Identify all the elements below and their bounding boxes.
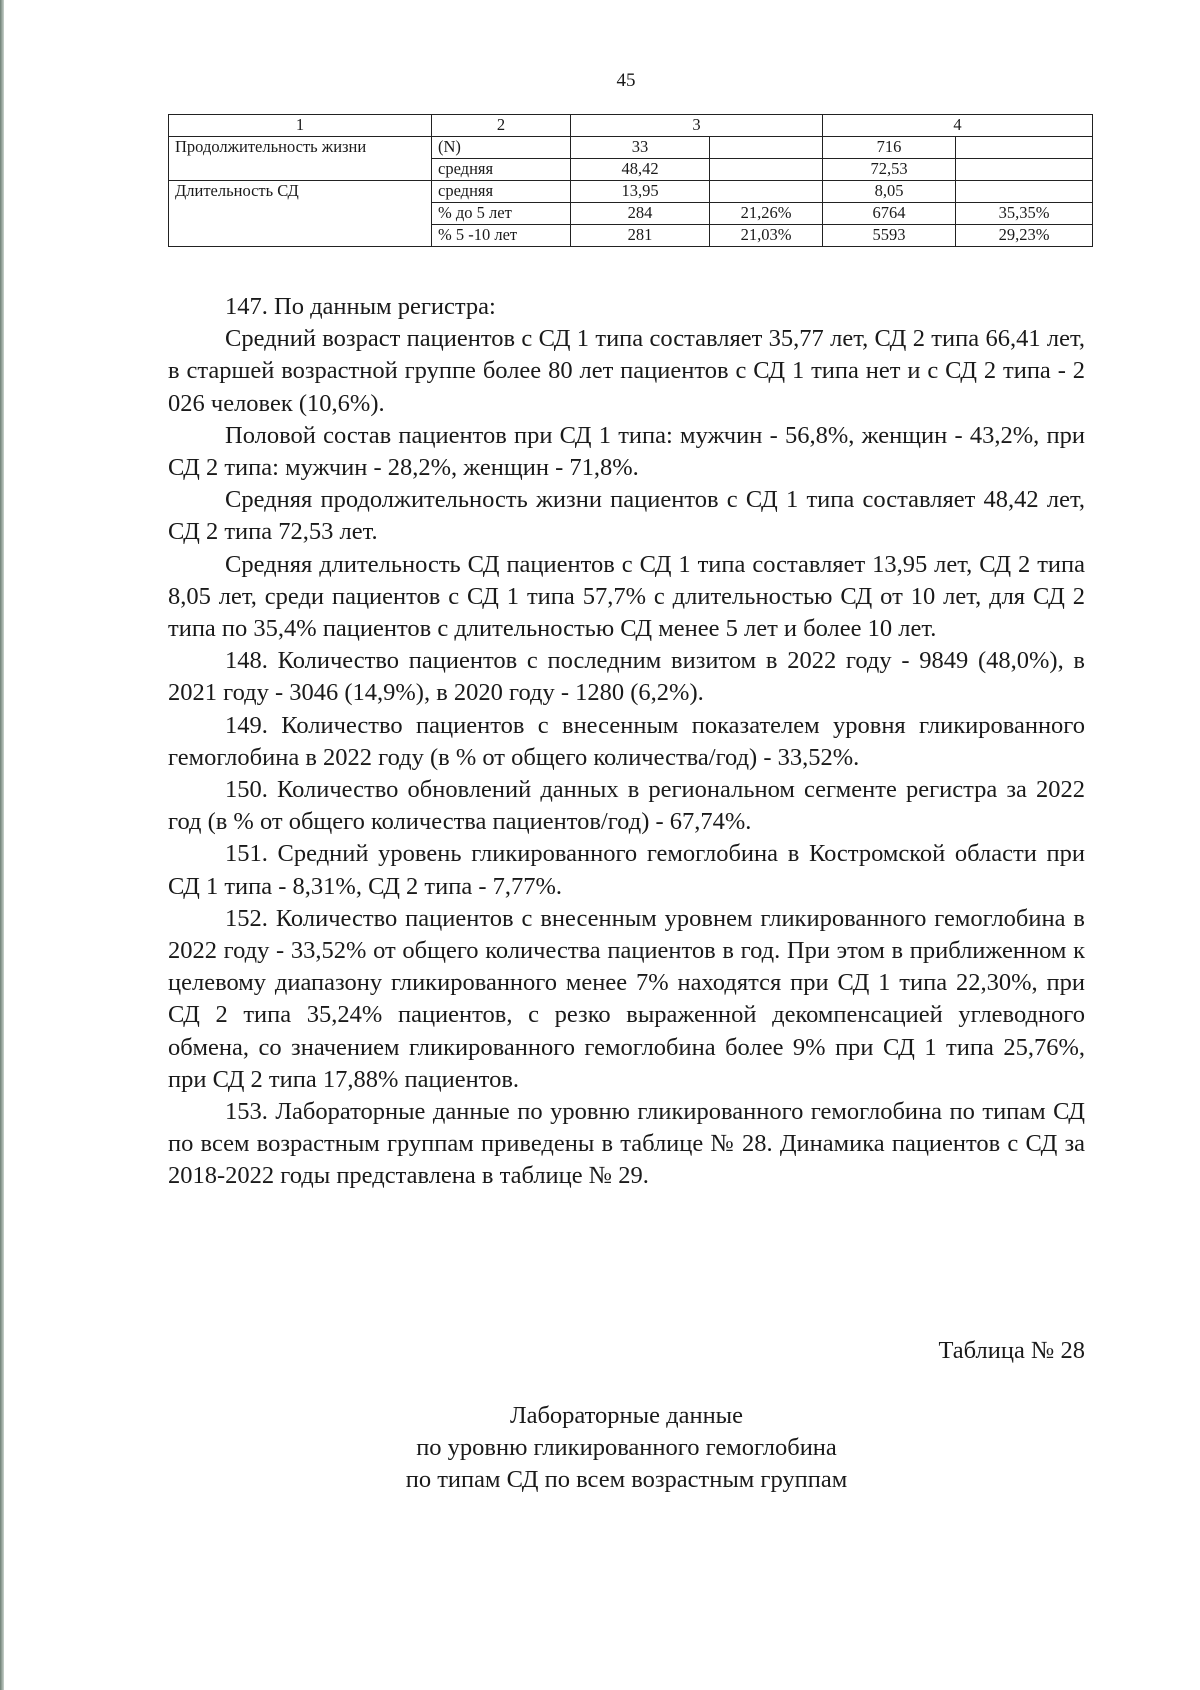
paragraph: 149. Количество пациентов с внесенным показателем уровня гликированного гемоглобина в 2022 году (в % от общего количества/год) - 33,52%. — [168, 711, 1085, 771]
paragraph: 153. Лабораторные данные по уровню гликированного гемоглобина по типам СД по всем возрастным группам приведены в таблице № 28. Динамика пациентов с СД за 2018-2022 годы представлена в таблице № 29. — [168, 1098, 1085, 1190]
percent-cell — [710, 159, 823, 181]
value-cell: 33 — [571, 137, 710, 159]
caption-line: по уровню гликированного гемоглобина — [416, 1434, 837, 1461]
table-reference: Таблица № 28 — [938, 1337, 1085, 1364]
paragraph: 151. Средний уровень гликированного гемоглобина в Костромской области при СД 1 типа - 8,31%, СД 2 типа - 7,77%. — [168, 840, 1085, 900]
header-cell: 3 — [571, 115, 823, 137]
paragraph: Средний возраст пациентов с СД 1 типа составляет 35,77 лет, СД 2 типа 66,41 лет, в старшей возрастной группе более 80 лет пациентов с СД 1 типа нет и с СД 2 типа - 2 026 человек (10,6%). — [168, 325, 1085, 417]
table-header-row — [169, 115, 1093, 137]
paragraph: 148. Количество пациентов с последним визитом в 2022 году - 9849 (48,0%), в 2021 году - 3046 (14,9%), в 2020 году - 1280 (6,2%). — [168, 647, 1085, 707]
header-cell: 2 — [432, 115, 571, 137]
header-cell: 4 — [823, 115, 1093, 137]
paragraph: Средняя продолжительность жизни пациентов с СД 1 типа составляет 48,42 лет, СД 2 типа 72,53 лет. — [168, 486, 1085, 546]
percent-cell — [956, 159, 1093, 181]
metric-cell: % до 5 лет — [432, 203, 571, 225]
value-cell: 284 — [571, 203, 710, 225]
percent-cell: 21,26% — [710, 203, 823, 225]
value-cell: 48,42 — [571, 159, 710, 181]
page-edge — [0, 0, 4, 1690]
metric-cell: средняя — [432, 181, 571, 203]
percent-cell: 21,03% — [710, 225, 823, 247]
percent-cell — [956, 181, 1093, 203]
percent-cell: 35,35% — [956, 203, 1093, 225]
paragraph: Половой состав пациентов при СД 1 типа: мужчин - 56,8%, женщин - 43,2%, при СД 2 типа: мужчин - 28,2%, женщин - 71,8%. — [168, 421, 1085, 482]
paragraph: 150. Количество обновлений данных в региональном сегменте регистра за 2022 год (в % от общего количества пациентов/год) - 67,74%. — [168, 776, 1085, 836]
statistics-table — [168, 114, 1093, 247]
paragraph: 147. По данным регистра: — [225, 293, 496, 320]
percent-cell: 29,23% — [956, 225, 1093, 247]
paragraph: 152. Количество пациентов с внесенным уровнем гликированного гемоглобина в 2022 году - 33,52% от общего количества пациентов в год. При этом в приближенном к целевому диапазону гликированного менее 7% находятся при СД 1 типа 22,30%, при СД 2 типа 35,24% пациентов, с резко выраженной декомпенсацией углеводного обмена, со значением гликированного гемоглобина более 9% при СД 1 типа 25,76%, при СД 2 типа 17,88% пациентов. — [168, 904, 1085, 1093]
body-text — [168, 291, 1085, 1193]
percent-cell — [710, 137, 823, 159]
row-label-cell: Продолжительность жизни — [169, 137, 432, 181]
page-number: 45 — [616, 70, 636, 91]
header-cell: 1 — [169, 115, 432, 137]
percent-cell — [710, 181, 823, 203]
table-row — [169, 137, 1093, 159]
value-cell: 13,95 — [571, 181, 710, 203]
value-cell: 5593 — [823, 225, 956, 247]
metric-cell: средняя — [432, 159, 571, 181]
value-cell: 72,53 — [823, 159, 956, 181]
value-cell: 8,05 — [823, 181, 956, 203]
row-label-cell: Длительность СД — [169, 181, 432, 247]
value-cell: 716 — [823, 137, 956, 159]
value-cell: 6764 — [823, 203, 956, 225]
table-row — [169, 181, 1093, 203]
caption-line: Лабораторные данные — [509, 1402, 744, 1429]
metric-cell: % 5 -10 лет — [432, 225, 571, 247]
paragraph: Средняя длительность СД пациентов с СД 1 типа составляет 13,95 лет, СД 2 типа 8,05 лет, среди пациентов с СД 1 типа 57,7% с длительностью СД от 10 лет, для СД 2 типа по 35,4% пациентов с длительностью СД менее 5 лет и более 10 лет. — [168, 550, 1085, 643]
table-caption — [168, 1400, 1085, 1496]
caption-line: по типам СД по всем возрастным группам — [405, 1466, 848, 1493]
value-cell: 281 — [571, 225, 710, 247]
metric-cell: (N) — [432, 137, 571, 159]
percent-cell — [956, 137, 1093, 159]
